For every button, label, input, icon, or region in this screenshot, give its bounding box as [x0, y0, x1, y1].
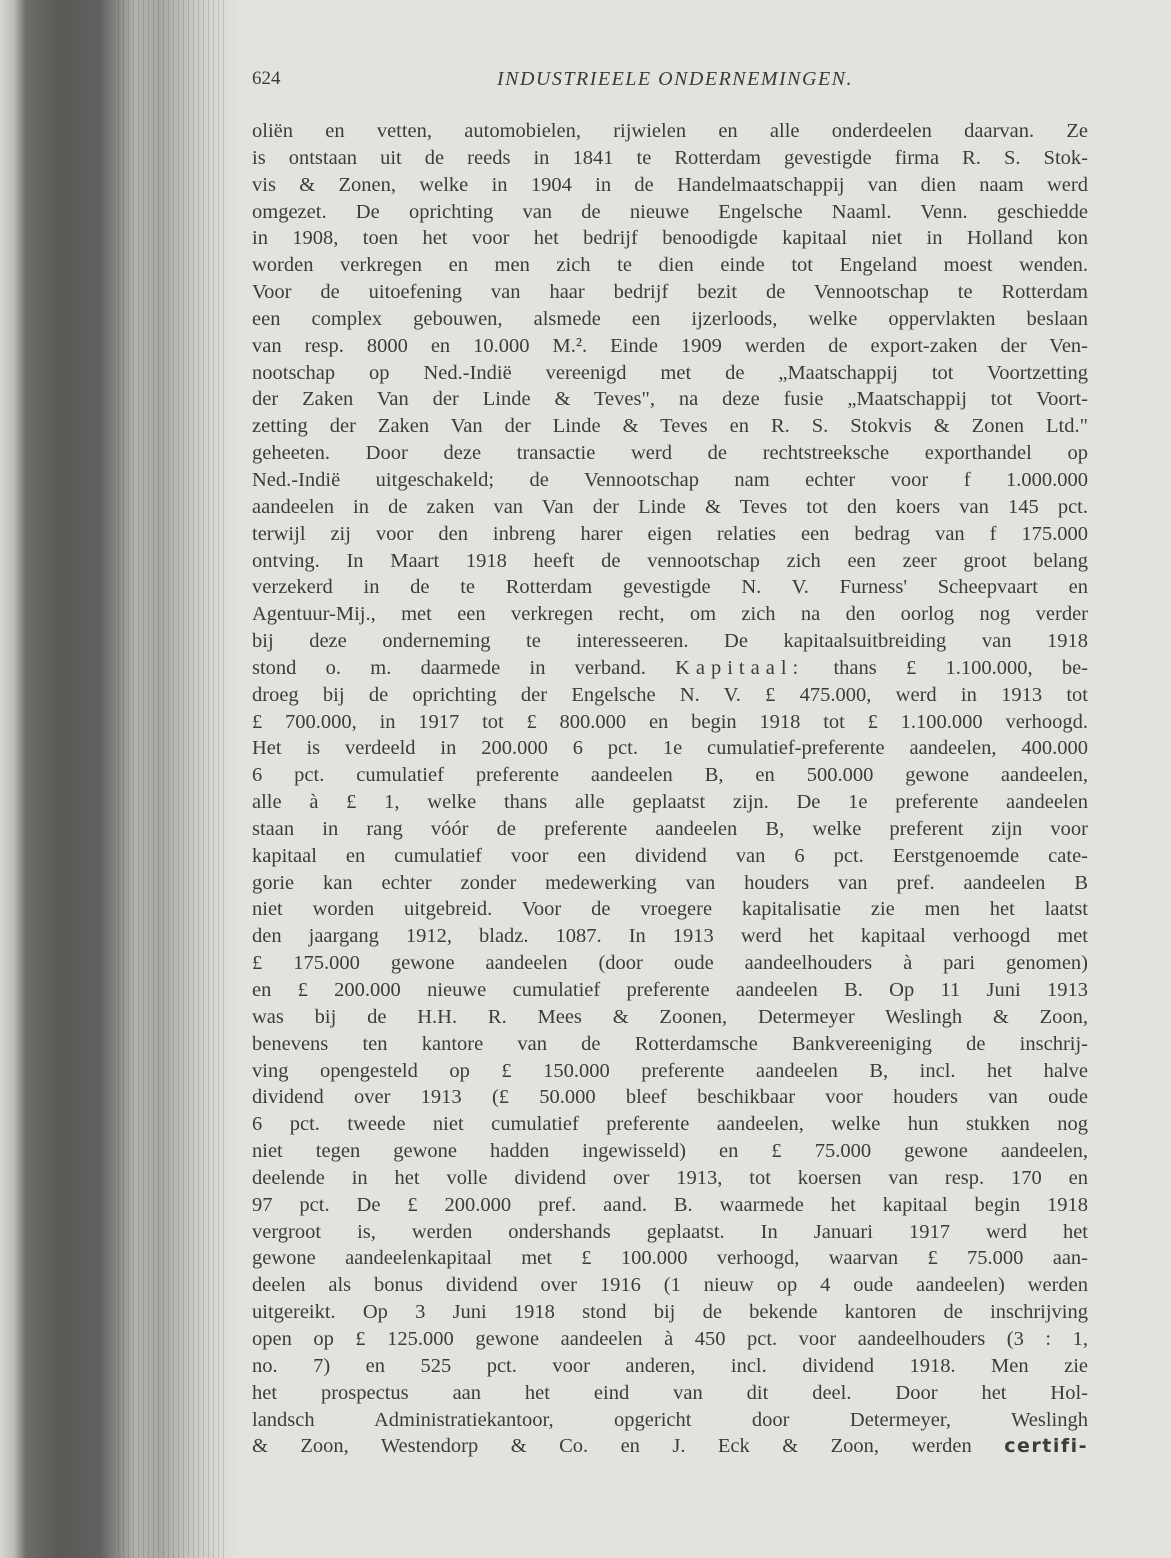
text-line: geheeten. Door deze transactie werd de rechtstreeksche exporthandel op	[252, 442, 1088, 465]
text-line: no. 7) en 525 pct. voor anderen, incl. dividend 1918. Men zie	[252, 1354, 1088, 1377]
text-line: zetting der Zaken Van der Linde & Teves en R. S. Stokvis & Zonen Ltd."	[252, 415, 1088, 438]
text-line	[252, 1433, 1088, 1460]
text-line: ving opengesteld op £ 150.000 preferente aandeelen B, incl. het halve	[252, 1059, 1088, 1082]
text-line: Voor de uitoefening van haar bedrijf bezit de Vennootschap te Rotterdam	[252, 281, 1088, 304]
text-line: niet tegen gewone hadden ingewisseld) en £ 75.000 gewone aandeelen,	[252, 1140, 1088, 1163]
text-line: was bij de H.H. R. Mees & Zoonen, Determeyer Weslingh & Zoon,	[252, 1005, 1088, 1028]
text-line: benevens ten kantore van de Rotterdamsche Bankvereeniging de inschrij-	[252, 1032, 1088, 1055]
text-line: bij deze onderneming te interesseeren. De kapitaalsuitbreiding van 1918	[252, 630, 1088, 653]
text-line: deelen als bonus dividend over 1916 (1 nieuw op 4 oude aandeelen) werden	[252, 1274, 1088, 1297]
text-line: in 1908, toen het voor het bedrijf benoodigde kapitaal niet in Holland kon	[252, 227, 1088, 250]
text-line: kapitaal en cumulatief voor een dividend van 6 pct. Eerstgenoemde cate-	[252, 844, 1088, 867]
text-line: van resp. 8000 en 10.000 M.². Einde 1909 werden de export-zaken der Ven-	[252, 334, 1088, 357]
text-line: vis & Zonen, welke in 1904 in de Handelmaatschappij van dien naam werd	[252, 173, 1088, 196]
text-line: alle à £ 1, welke thans alle geplaatst zijn. De 1e preferente aandeelen	[252, 791, 1088, 814]
text-line: en £ 200.000 nieuwe cumulatief preferente aandeelen B. Op 11 Juni 1913	[252, 979, 1088, 1001]
text-line: gewone aandeelenkapitaal met £ 100.000 verhoogd, waarvan £ 75.000 aan-	[252, 1247, 1088, 1270]
spaced-term: Kapitaal:	[675, 656, 805, 679]
text-line: £ 700.000, in 1917 tot £ 800.000 en begin 1918 tot £ 1.100.000 verhoogd.	[252, 710, 1088, 733]
text-line: worden verkregen en men zich te dien einde tot Engeland moest wenden.	[252, 254, 1088, 277]
text-line: uitgereikt. Op 3 Juni 1918 stond bij de bekende kantoren de inschrijving	[252, 1301, 1088, 1324]
text-line: het prospectus aan het eind van dit deel. Door het Hol-	[252, 1381, 1088, 1404]
text-line: omgezet. De oprichting van de nieuwe Engelsche Naaml. Venn. geschiedde	[252, 200, 1088, 223]
text-line: is ontstaan uit de reeds in 1841 te Rotterdam gevestigde firma R. S. Stok-	[252, 146, 1088, 169]
text-line: open op £ 125.000 gewone aandeelen à 450 pct. voor aandeelhouders (3 : 1,	[252, 1327, 1088, 1350]
text-line: Agentuur-Mij., met een verkregen recht, om zich na den oorlog nog verder	[252, 603, 1088, 626]
text-line: ontving. In Maart 1918 heeft de vennootschap zich een zeer groot belang	[252, 549, 1088, 572]
text-line: deelende in het volle dividend over 1913, tot koersen van resp. 170 en	[252, 1166, 1088, 1189]
text-line: Ned.-Indië uitgeschakeld; de Vennootschap nam echter voor f 1.000.000	[252, 468, 1088, 491]
text-line: vergroot is, werden ondershands geplaatst. In Januari 1917 werd het	[252, 1220, 1088, 1243]
text-segment: stond o. m. daarmede in verband.	[252, 656, 676, 679]
text-segment: & Zoon, Westendorp & Co. en J. Eck & Zoon, werden	[252, 1435, 1005, 1458]
text-line: 6 pct. tweede niet cumulatief preferente aandeelen, welke hun stukken nog	[252, 1113, 1088, 1136]
text-line: Het is verdeeld in 200.000 6 pct. 1e cumulatief-preferente aandeelen, 400.000	[252, 737, 1088, 760]
text-line: terwijl zij voor den inbreng harer eigen relaties een bedrag van f 175.000	[252, 522, 1088, 545]
text-line: staan in rang vóór de preferente aandeelen B, welke preferent zijn voor	[252, 817, 1088, 840]
text-line: der Zaken Van der Linde & Teves", na deze fusie „Maatschappij tot Voort-	[252, 388, 1088, 411]
text-line: verzekerd in de te Rotterdam gevestigde N. V. Furness' Scheepvaart en	[252, 576, 1088, 599]
text-line: aandeelen in de zaken van Van der Linde & Teves tot den koers van 145 pct.	[252, 495, 1088, 518]
text-line: dividend over 1913 (£ 50.000 bleef beschikbaar voor houders van oude	[252, 1086, 1088, 1109]
text-line: nootschap op Ned.-Indië vereenigd met de „Maatschappij tot Voortzetting	[252, 361, 1088, 384]
text-line: 97 pct. De £ 200.000 pref. aand. B. waarmede het kapitaal begin 1918	[252, 1193, 1088, 1216]
page-number: 624	[252, 68, 281, 89]
body-text	[252, 118, 1088, 1460]
text-line: droeg bij de oprichting der Engelsche N. V. £ 475.000, werd in 1913 tot	[252, 683, 1088, 706]
text-line: oliën en vetten, automobielen, rijwielen en alle onderdeelen daarvan. Ze	[252, 120, 1088, 142]
text-line: landsch Administratiekantoor, opgericht door Determeyer, Weslingh	[252, 1408, 1088, 1431]
text-line: 6 pct. cumulatief preferente aandeelen B, en 500.000 gewone aandeelen,	[252, 764, 1088, 787]
bold-term: certifi-	[1004, 1435, 1088, 1458]
text-line: gorie kan echter zonder medewerking van houders van pref. aandeelen B	[252, 871, 1088, 894]
text-line: den jaargang 1912, bladz. 1087. In 1913 werd het kapitaal verhoogd met	[252, 925, 1088, 948]
text-line	[252, 655, 1088, 682]
running-title: INDUSTRIEELE ONDERNEMINGEN.	[496, 68, 854, 90]
text-line: niet worden uitgebreid. Voor de vroegere kapitalisatie zie men het laatst	[252, 898, 1088, 921]
text-segment: thans £ 1.100.000, be-	[804, 656, 1088, 679]
text-line: £ 175.000 gewone aandeelen (door oude aandeelhouders à pari genomen)	[252, 952, 1088, 975]
page-header	[252, 68, 1088, 98]
text-line: een complex gebouwen, alsmede een ijzerloods, welke oppervlakten beslaan	[252, 307, 1088, 330]
